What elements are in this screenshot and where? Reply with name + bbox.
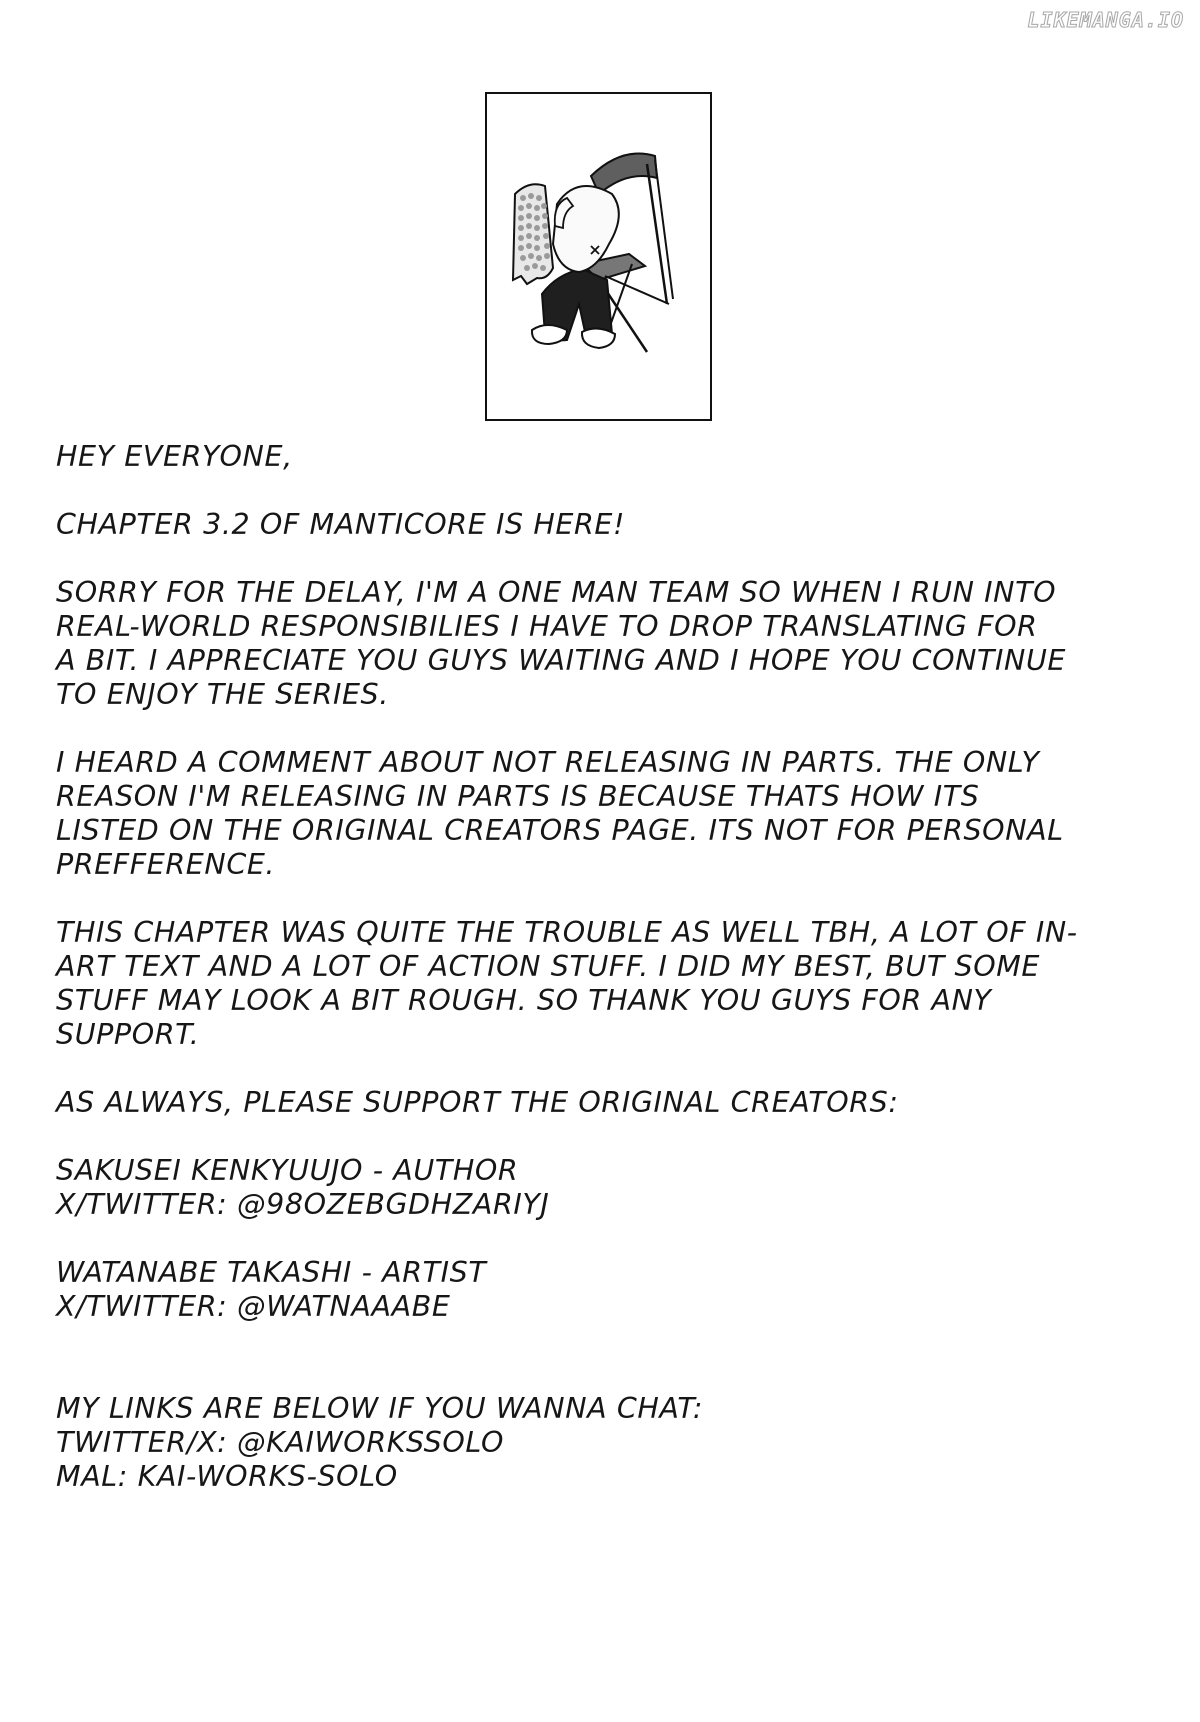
links-heading: MY LINKS ARE BELOW IF YOU WANNA CHAT:	[56, 1392, 704, 1425]
paragraph-delay-line: SORRY FOR THE DELAY, I'M A ONE MAN TEAM SO WHEN I RUN INTO	[56, 576, 1057, 609]
paragraph-parts-line: LISTED ON THE ORIGINAL CREATORS PAGE. ITS NOT FOR PERSONAL	[56, 814, 1064, 847]
translator-note	[56, 440, 1166, 1494]
illustration-panel	[485, 92, 712, 421]
person-bowing-on-folding-chair-icon	[487, 94, 710, 419]
site-watermark: LIKEMANGA.IO	[1027, 8, 1184, 32]
support-creators-line: AS ALWAYS, PLEASE SUPPORT THE ORIGINAL CREATORS:	[56, 1086, 899, 1119]
paragraph-delay-line: A BIT. I APPRECIATE YOU GUYS WAITING AND I HOPE YOU CONTINUE	[56, 644, 1067, 677]
paragraph-delay-line: REAL-WORLD RESPONSIBILIES I HAVE TO DROP TRANSLATING FOR	[56, 610, 1038, 643]
paragraph-parts-line: REASON I'M RELEASING IN PARTS IS BECAUSE THATS HOW ITS	[56, 780, 980, 813]
artist-handle: X/TWITTER: @WATNAAABE	[56, 1290, 451, 1323]
paragraph-trouble-line: THIS CHAPTER WAS QUITE THE TROUBLE AS WELL TBH, A LOT OF IN-	[56, 916, 1078, 949]
greeting: HEY EVERYONE,	[56, 440, 293, 473]
mal-link: MAL: KAI-WORKS-SOLO	[56, 1460, 398, 1493]
paragraph-parts-line: PREFFERENCE.	[56, 848, 276, 881]
paragraph-parts-line: I HEARD A COMMENT ABOUT NOT RELEASING IN PARTS. THE ONLY	[56, 746, 1040, 779]
paragraph-trouble-line: SUPPORT.	[56, 1018, 200, 1051]
paragraph-delay-line: TO ENJOY THE SERIES.	[56, 678, 389, 711]
paragraph-trouble-line: ART TEXT AND A LOT OF ACTION STUFF. I DID MY BEST, BUT SOME	[56, 950, 1041, 983]
author-credit: SAKUSEI KENKYUUJO - AUTHOR	[56, 1154, 519, 1187]
chapter-announcement: CHAPTER 3.2 OF MANTICORE IS HERE!	[56, 508, 626, 541]
artist-credit: WATANABE TAKASHI - ARTIST	[56, 1256, 487, 1289]
twitter-link: TWITTER/X: @KAIWORKSSOLO	[56, 1426, 505, 1459]
author-handle: X/TWITTER: @98OZEBGDHZARIYJ	[56, 1188, 550, 1221]
paragraph-trouble-line: STUFF MAY LOOK A BIT ROUGH. SO THANK YOU GUYS FOR ANY	[56, 984, 992, 1017]
